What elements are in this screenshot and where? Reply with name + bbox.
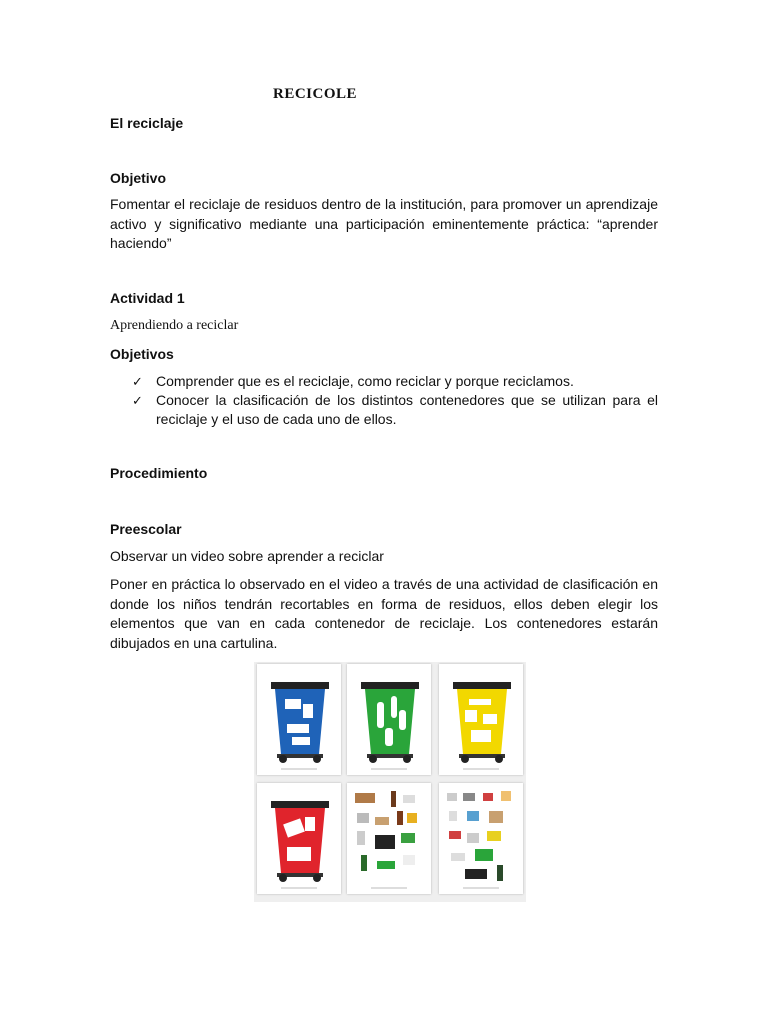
- objective-item-text: Conocer la clasificación de los distintos contenedores que se utilizan para el reciclaje y el uso de cada uno de ellos.: [156, 392, 658, 427]
- check-icon: ✓: [132, 393, 143, 408]
- check-icon: ✓: [132, 374, 143, 389]
- paragraph-activity: Poner en práctica lo observado en el video a través de una actividad de clasificación en donde los niños tendrán recortables en forma de residuos, ellos deben elegir los elementos que van en cada contenedor de reciclaje. Los contenedores estarán dibujados en una cartulina.: [110, 576, 658, 651]
- objective-item: [132, 372, 658, 391]
- document-title: RECICOLE: [273, 86, 358, 102]
- green-bin-card: [347, 664, 431, 775]
- waste-items-card: [347, 783, 431, 894]
- activity-heading: Actividad 1: [110, 290, 185, 306]
- objective-item-text: Comprender que es el reciclaje, como reciclar y porque reciclamos.: [156, 373, 574, 389]
- red-bin-card: [257, 783, 341, 894]
- preschool-heading: Preescolar: [110, 521, 182, 537]
- red-bin-icon: [275, 808, 325, 873]
- procedure-heading: Procedimiento: [110, 465, 208, 481]
- activity-subtitle: Aprendiendo a reciclar: [110, 318, 239, 333]
- blue-bin-card: [257, 664, 341, 775]
- objective-heading: Objetivo: [110, 170, 167, 186]
- section-heading: El reciclaje: [110, 115, 184, 131]
- yellow-bin-card: [439, 664, 523, 775]
- waste-items-card: [439, 783, 523, 894]
- objective-text: Fomentar el reciclaje de residuos dentro de la institución, para promover un aprendizaje activo y significativo mediante una participación eminentemente práctica: “aprender haciendo”: [110, 196, 658, 251]
- yellow-bin-icon: [457, 689, 507, 754]
- objectives-heading: Objetivos: [110, 346, 174, 362]
- paragraph-video: Observar un video sobre aprender a reciclar: [110, 548, 384, 564]
- recycling-bins-image: [254, 662, 526, 902]
- objective-item: [132, 391, 658, 429]
